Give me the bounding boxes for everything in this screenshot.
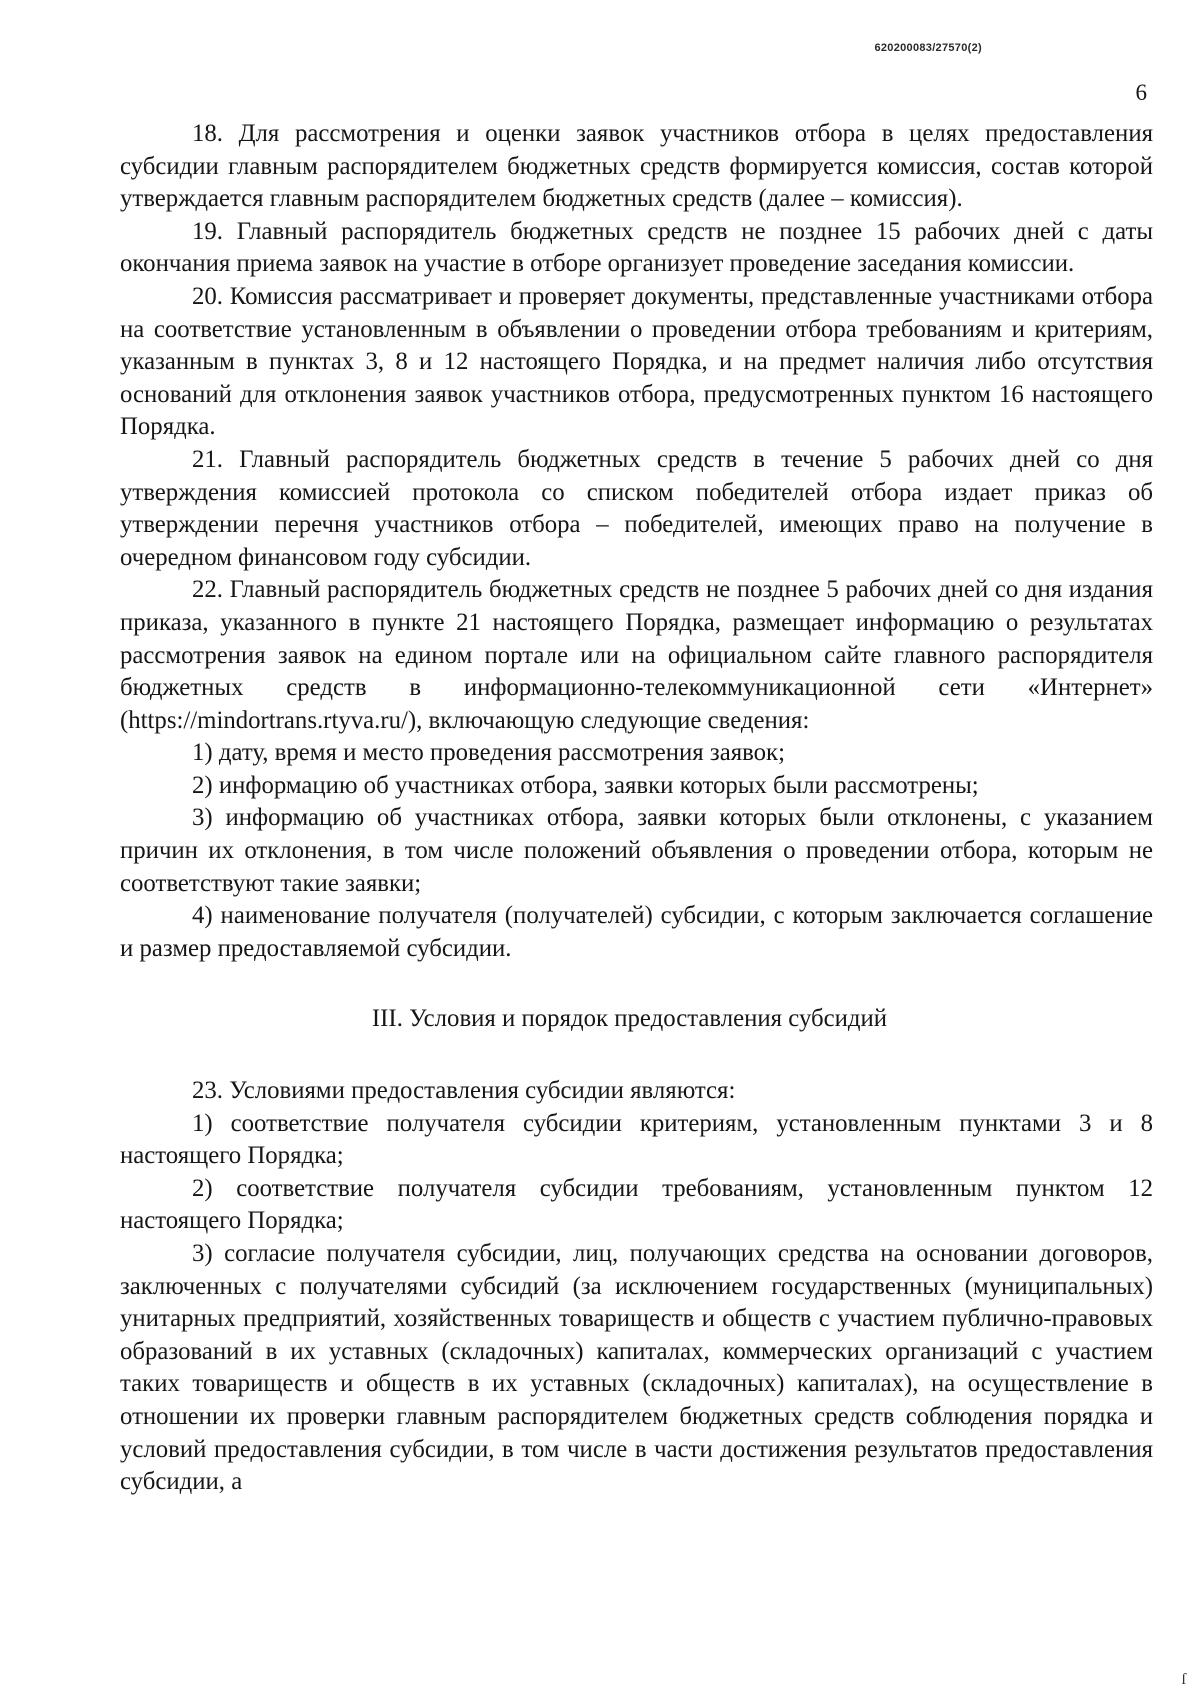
section-title: III. Условия и порядок предоставления субсидий bbox=[371, 1005, 888, 1033]
paragraph-22-item-3: 3) информацию об участниках отбора, заявки которых были отклонены, с указанием причин их отклонения, в том числе положений объявления о проведении отбора, которым не соответствуют такие заявки; bbox=[120, 804, 1153, 897]
paragraph-23: 23. Условиями предоставления субсидии являются: bbox=[192, 1077, 736, 1105]
paragraph-22: 22. Главный распорядитель бюджетных средств не позднее 5 рабочих дней со дня издания приказа, указанного в пункте 21 настоящего Порядка, размещает информацию о результатах рассмотрения заявок на едином портале или на официальном сайте главного распорядителя бюджетных средств в информационно-телекоммуникационной сети «Интернет» (https://mindortrans.rtyva.ru/), включающую следующие сведения: bbox=[120, 576, 1153, 734]
paragraph-20: 20. Комиссия рассматривает и проверяет документы, представленные участниками отбора на соответствие установленным в объявлении о проведении отбора требованиям и критериям, указанным в пунктах 3, 8 и 12 настоящего Порядка, и на предмет наличия либо отсутствия оснований для отклонения заявок участников отбора, предусмотренных пунктом 16 настоящего Порядка. bbox=[120, 282, 1153, 441]
paragraph-23-item-2: 2) соответствие получателя субсидии требованиям, установленным пунктом 12 настоящего Порядка; bbox=[120, 1174, 1153, 1235]
paragraph-18: 18. Для рассмотрения и оценки заявок участников отбора в целях предоставления субсидии главным распорядителем бюджетных средств формируется комиссия, состав которой утверждается главным распорядителем бюджетных средств (далее – комиссия). bbox=[120, 120, 1153, 213]
paragraph-19: 19. Главный распорядитель бюджетных средств не позднее 15 рабочих дней с даты окончания приема заявок на участие в отборе организует проведение заседания комиссии. bbox=[120, 217, 1153, 278]
paragraph-22-item-1: 1) дату, время и место проведения рассмотрения заявок; bbox=[192, 739, 785, 767]
paragraph-21: 21. Главный распорядитель бюджетных средств в течение 5 рабочих дней со дня утверждения комиссией протокола со списком победителей отбора издает приказ об утверждении перечня участников отбора – победителей, имеющих право на получение в очередном финансовом году субсидии. bbox=[120, 445, 1153, 571]
page-number: 6 bbox=[1135, 80, 1147, 105]
paragraph-23-item-3: 3) согласие получателя субсидии, лиц, получающих средства на основании договоров, заключенных с получателями субсидий (за исключением государственных (муниципальных) унитарных предприятий, хозяйственных товариществ и обществ с участием публично-правовых образований в их уставных (складочных) капиталах, коммерческих организаций с участием таких товариществ и обществ в их уставных (складочных) капиталах), на осуществление в отношении их проверки главным распорядителем бюджетных средств соблюдения порядка и условий предоставления субсидии, в том числе в части достижения результатов предоставления субсидии, а bbox=[120, 1240, 1153, 1496]
scan-artifact-mark: ſ bbox=[1181, 1671, 1186, 1688]
document-id: 620200083/27570(2) bbox=[874, 42, 982, 54]
document-body bbox=[120, 118, 1153, 1499]
paragraph-22-item-2: 2) информацию об участниках отбора, заявки которых были рассмотрены; bbox=[192, 771, 979, 799]
paragraph-23-item-1: 1) соответствие получателя субсидии критериям, установленным пунктами 3 и 8 настоящего Порядка; bbox=[120, 1109, 1153, 1170]
paragraph-22-item-4: 4) наименование получателя (получателей) субсидии, с которым заключается соглашение и размер предоставляемой субсидии. bbox=[120, 902, 1153, 962]
